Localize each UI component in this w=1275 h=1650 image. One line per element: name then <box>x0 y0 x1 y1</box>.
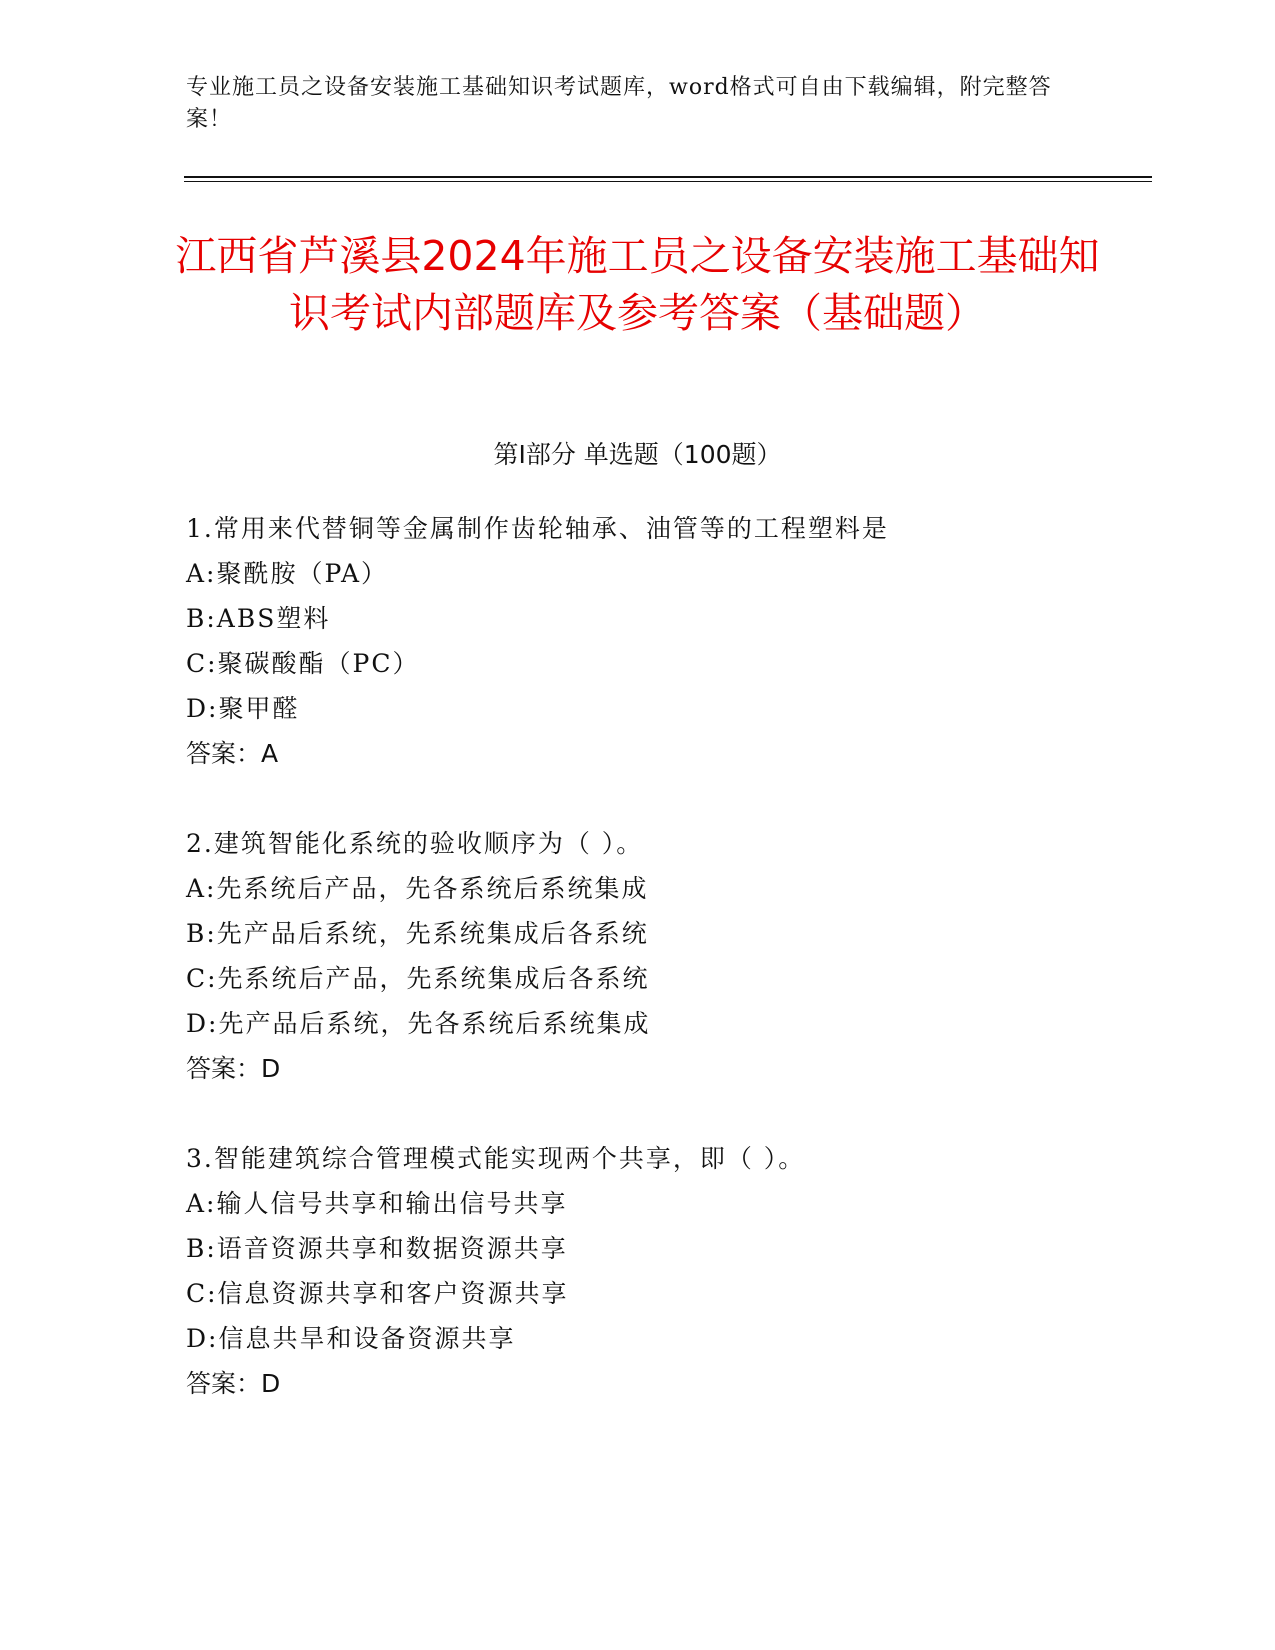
option-a: A:先系统后产品，先各系统后系统集成 <box>186 874 649 903</box>
option-b: B:先产品后系统，先系统集成后各系统 <box>186 919 649 948</box>
header-divider-thick <box>184 176 1152 178</box>
header-note: 专业施工员之设备安装施工基础知识考试题库，word格式可自由下载编辑，附完整答案！ <box>186 75 1052 132</box>
option-b: B:ABS塑料 <box>186 604 331 633</box>
option-a: A:聚酰胺（PA） <box>186 559 389 588</box>
answer: 答案：A <box>186 739 279 768</box>
option-a: A:输人信号共享和输出信号共享 <box>186 1189 568 1218</box>
answer: 答案：D <box>186 1054 281 1083</box>
question-stem: 1.常用来代替铜等金属制作齿轮轴承、油管等的工程塑料是 <box>186 514 889 543</box>
option-c: C:聚碳酸酯（PC） <box>186 649 420 678</box>
option-d: D:信息共旱和设备资源共享 <box>186 1324 516 1353</box>
option-d: D:聚甲醛 <box>186 694 300 723</box>
option-c: C:先系统后产品，先系统集成后各系统 <box>186 964 650 993</box>
section-heading: 第Ⅰ部分 单选题（100题） <box>493 440 782 469</box>
option-c: C:信息资源共享和客户资源共享 <box>186 1279 569 1308</box>
question-stem: 2.建筑智能化系统的验收顺序为（ ）。 <box>186 829 644 858</box>
header-divider-thin <box>184 181 1152 182</box>
question-2 <box>186 821 1086 1091</box>
question-1 <box>186 506 1086 776</box>
option-b: B:语音资源共享和数据资源共享 <box>186 1234 568 1263</box>
answer: 答案：D <box>186 1369 281 1398</box>
question-3 <box>186 1136 1086 1406</box>
option-d: D:先产品后系统，先各系统后系统集成 <box>186 1009 651 1038</box>
document-title: 江西省芦溪县2024年施工员之设备安装施工基础知识考试内部题库及参考答案（基础题） <box>175 232 1100 337</box>
question-stem: 3.智能建筑综合管理模式能实现两个共享，即（ ）。 <box>186 1144 806 1173</box>
